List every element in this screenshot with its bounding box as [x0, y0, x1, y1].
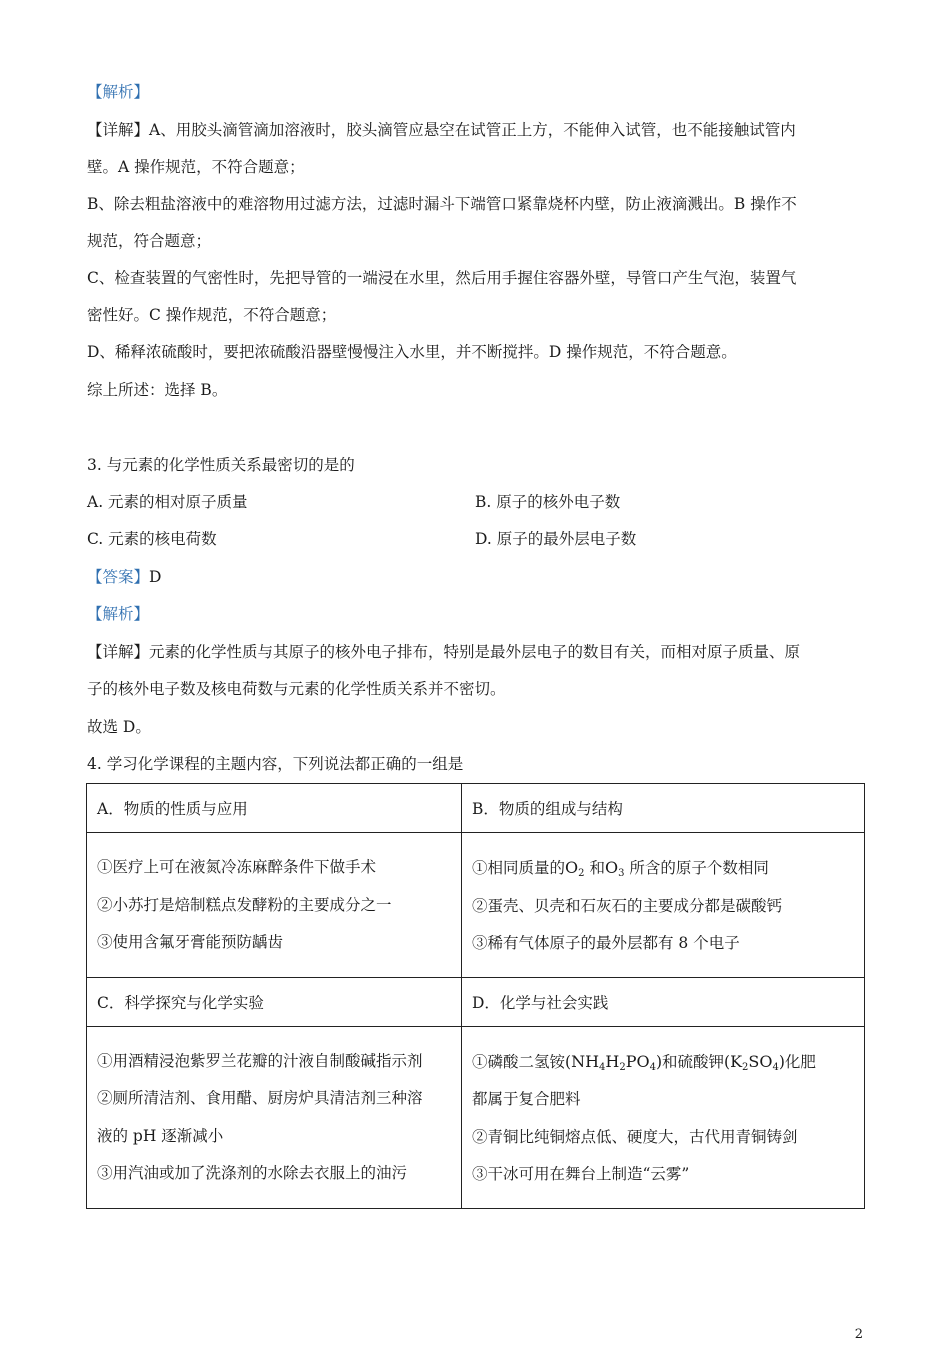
q3-option-a: A. 元素的相对原子质量 — [87, 493, 248, 511]
page-number: 2 — [854, 1327, 863, 1342]
answer-value: D — [149, 568, 162, 586]
q4-cell-c-head: C．科学探究与化学实验 — [87, 977, 462, 1026]
detail-text-line: 密性好。C 操作规范，不符合题意； — [87, 306, 337, 324]
subscript: 2 — [619, 1061, 626, 1073]
formula-o3 — [605, 858, 625, 877]
analysis-tag: 【解析】 — [87, 605, 150, 623]
q4-d-item-3: ③干冰可用在舞台上制造“云雾” — [472, 1165, 690, 1183]
text-run: PO — [625, 1051, 650, 1071]
detail-paragraph-d: D、稀释浓硫酸时，要把浓硫酸沿器壁慢慢注入水里，并不断搅拌。D 操作规范，不符合题意。 — [87, 343, 737, 361]
q4-c-item-1: ①用酒精浸泡紫罗兰花瓣的汁液自制酸碱指示剂 — [97, 1051, 423, 1070]
text-run: 所含的原子个数相同 — [629, 859, 769, 877]
q4-a-item-2: ②小苏打是焙制糕点发酵粉的主要成分之一 — [97, 895, 392, 914]
q4-b-item-3: ③稀有气体原子的最外层都有 8 个电子 — [472, 934, 740, 952]
q4-b-item-1 — [472, 849, 854, 888]
q4-options-table — [86, 783, 865, 1209]
q3-detail — [87, 642, 800, 662]
text-run: O — [565, 858, 579, 877]
formula-nh4h2po4 — [571, 1052, 656, 1071]
q4-d-item-1 — [472, 1043, 854, 1082]
q4-cell-a-head: A．物质的性质与应用 — [87, 784, 462, 833]
q4-cell-d-body — [462, 1026, 865, 1208]
subscript: 4 — [599, 1061, 606, 1073]
text-run: )化肥 — [778, 1052, 816, 1071]
q4-c-item-3: ③用汽油或加了洗涤剂的水除去衣服上的油污 — [97, 1164, 408, 1182]
formula-k2so4 — [730, 1052, 779, 1071]
q4-a-item-1: ①医疗上可在液氮冷冻麻醉条件下做手术 — [97, 858, 377, 876]
question-3-stem: 3. 与元素的化学性质关系最密切的是的 — [87, 456, 355, 474]
q4-cell-d-head: D．化学与社会实践 — [462, 977, 865, 1026]
answer-tag: 【答案】 — [87, 568, 150, 586]
detail-tag: 【详解】 — [87, 643, 150, 661]
text-run: )和硫酸钾( — [655, 1052, 731, 1071]
detail-text: A、用胶头滴管滴加溶液时，胶头滴管应悬空在试管正上方，不能伸入试管，也不能接触试管内 — [149, 121, 796, 139]
q4-a-item-3: ③使用含氟牙膏能预防龋齿 — [97, 933, 284, 951]
text-run: K — [730, 1051, 743, 1071]
text-run: H — [605, 1051, 620, 1071]
q4-cell-c-body — [87, 1026, 462, 1208]
detail-tag: 【详解】 — [87, 121, 150, 139]
q4-d-item-1-cont: 都属于复合肥料 — [472, 1090, 581, 1108]
subscript: 3 — [618, 868, 625, 879]
detail-text: 元素的化学性质与其原子的核外电子排布，特别是最外层电子的数目有关，而相对原子质量、原 — [149, 643, 801, 661]
subscript: 4 — [649, 1061, 656, 1073]
q4-c-item-2: ②厕所清洁剂、食用醋、厨房炉具清洁剂三种溶 — [97, 1089, 423, 1107]
q4-b-item-2: ②蛋壳、贝壳和石灰石的主要成分都是碳酸钙 — [472, 896, 783, 915]
text-run: NH — [571, 1051, 600, 1071]
subscript: 2 — [742, 1061, 749, 1073]
q3-answer — [87, 567, 161, 587]
q4-cell-b-head: B．物质的组成与结构 — [462, 784, 865, 833]
text-run: ①相同质量的 — [472, 859, 566, 877]
detail-paragraph-a — [87, 120, 796, 140]
subscript: 2 — [578, 868, 585, 879]
q3-option-b: B. 原子的核外电子数 — [475, 493, 621, 511]
formula-o2 — [565, 858, 585, 877]
summary-text: 综上所述：选择 B。 — [87, 381, 228, 399]
analysis-tag: 【解析】 — [87, 83, 150, 101]
detail-paragraph-c: C、检查装置的气密性时，先把导管的一端浸在水里，然后用手握住容器外壁，导管口产生气泡，装置气 — [87, 269, 797, 287]
text-run: 和 — [589, 859, 605, 877]
text-run: ①磷酸二氢铵( — [472, 1052, 572, 1071]
q3-option-d: D. 原子的最外层电子数 — [475, 530, 637, 548]
q4-cell-a-body — [87, 833, 462, 978]
text-run: O — [604, 858, 619, 877]
detail-text-line: 子的核外电子数及核电荷数与元素的化学性质关系并不密切。 — [87, 680, 506, 698]
detail-text-line: 规范，符合题意； — [87, 232, 212, 250]
text-run: SO — [748, 1051, 773, 1071]
detail-text-line: 壁。A 操作规范，不符合题意； — [87, 158, 305, 176]
q4-c-item-2-cont: 液的 pH 逐渐减小 — [97, 1126, 224, 1145]
subscript: 4 — [772, 1061, 779, 1073]
detail-paragraph-b: B、除去粗盐溶液中的难溶物用过滤方法，过滤时漏斗下端管口紧靠烧杯内壁，防止液滴溅出。B 操作不 — [87, 195, 797, 213]
q3-option-c: C. 元素的核电荷数 — [87, 530, 217, 548]
q3-conclusion: 故选 D。 — [87, 718, 151, 736]
q4-cell-b-body — [462, 833, 865, 978]
q4-d-item-2: ②青铜比纯铜熔点低、硬度大，古代用青铜铸剑 — [472, 1127, 798, 1146]
question-4-stem: 4. 学习化学课程的主题内容，下列说法都正确的一组是 — [87, 755, 464, 773]
